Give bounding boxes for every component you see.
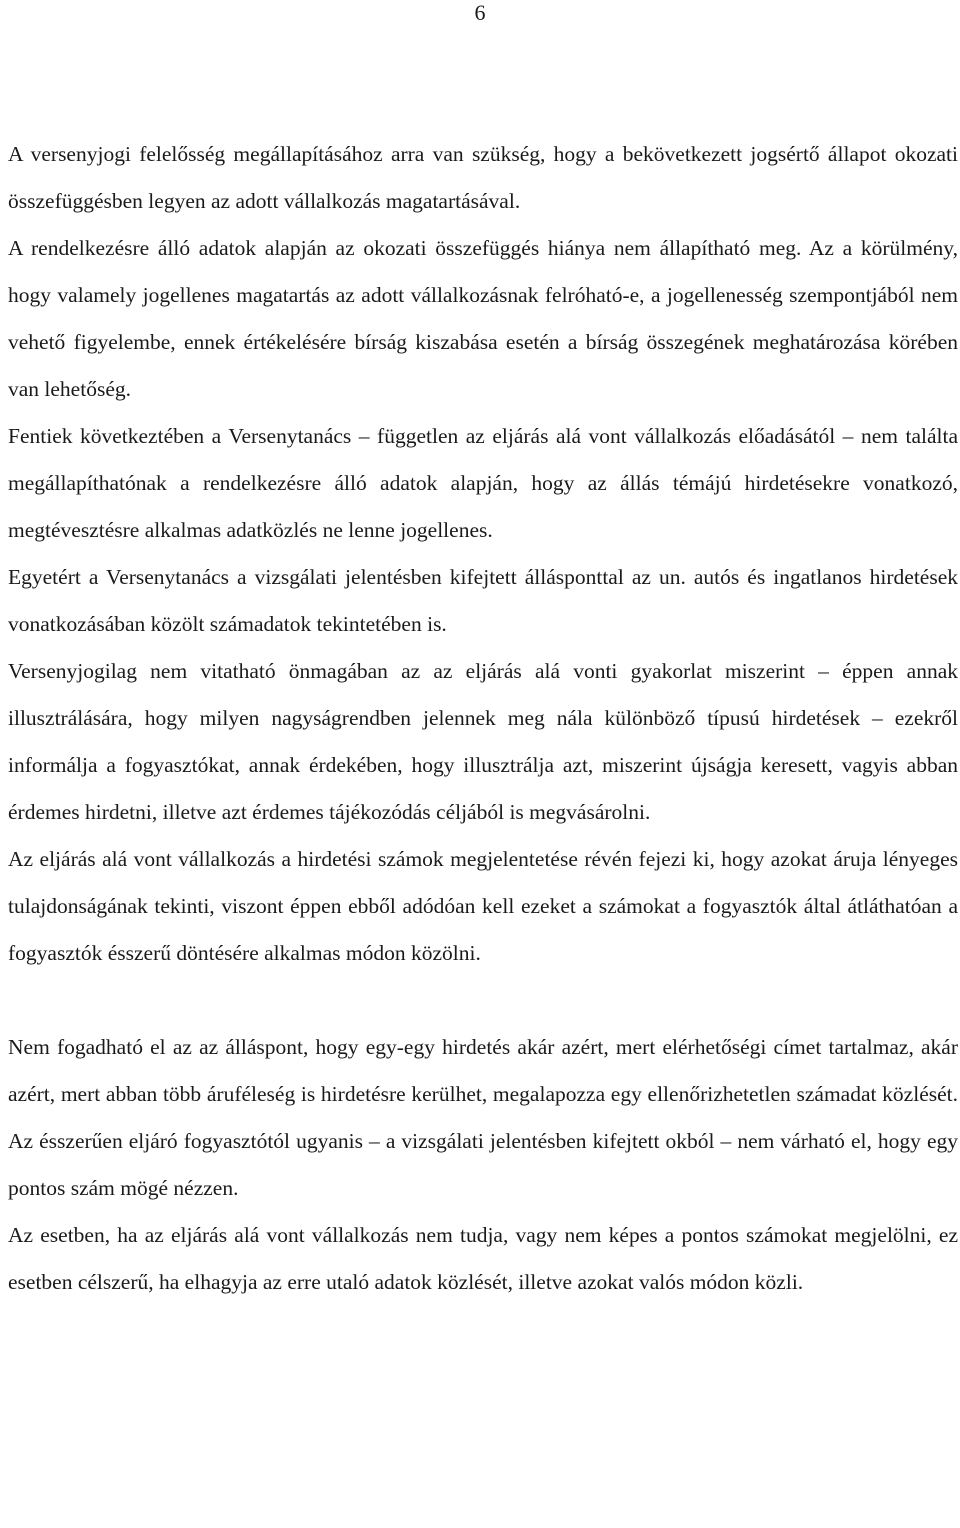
paragraph-recommendation: Az esetben, ha az eljárás alá vont vállalkozás nem tudja, vagy nem képes a pontos számokat megjelölni, ez esetben célszerű, ha elhagyja az erre utaló adatok közlését, illetve azokat valós módon közli. bbox=[8, 1223, 958, 1294]
paragraph-causality: A versenyjogi felelősség megállapításához arra van szükség, hogy a bekövetkezett jogsértő állapot okozati összefüggésben legyen az adott vállalkozás magatartásával. bbox=[8, 142, 958, 213]
paragraph-agreement: Egyetért a Versenytanács a vizsgálati jelentésben kifejtett állásponttal az un. autós és ingatlanos hirdetések vonatkozásában közölt számadatok tekintetében is. bbox=[8, 565, 958, 636]
page-number: 6 bbox=[474, 0, 486, 25]
paragraph-culpability: A rendelkezésre álló adatok alapján az okozati összefüggés hiánya nem állapítható meg. Az a körülmény, hogy valamely jogellenes magatartás az adott vállalkozásnak felróható-e, a jogellenesség szempontjából nem vehető figyelembe, ennek értékelésére bírság kiszabása esetén a bírság összegének meghatározása körében van lehetőség. bbox=[8, 236, 958, 401]
document-body bbox=[8, 131, 958, 1306]
paragraph-rejection: Nem fogadható el az az álláspont, hogy egy-egy hirdetés akár azért, mert elérhetőségi címet tartalmaz, akár azért, mert abban több áruféleség is hirdetésre kerülhet, megalapozza egy ellenőrizhetetlen számadat közlését. Az ésszerűen eljáró fogyasztótól ugyanis – a vizsgálati jelentésben kifejtett okból – nem várható el, hogy egy pontos szám mögé nézzen. bbox=[8, 1035, 958, 1200]
paragraph-practice: Versenyjogilag nem vitatható önmagában az az eljárás alá vonti gyakorlat miszerint – éppen annak illusztrálására, hogy milyen nagyságrendben jelennek meg nála különböző típusú hirdetések – ezekről informálja a fogyasztókat, annak érdekében, hogy illusztrálja azt, miszerint újságja keresett, vagyis abban érdemes hirdetni, illetve azt érdemes tájékozódás céljából is megvásárolni. bbox=[8, 659, 958, 824]
paragraph-gap bbox=[8, 977, 958, 1024]
paragraph-disclosure: Az eljárás alá vont vállalkozás a hirdetési számok megjelentetése révén fejezi ki, hogy azokat áruja lényeges tulajdonságának tekinti, viszont éppen ebből adódóan kell ezeket a számokat a fogyasztók által átláthatóan a fogyasztók ésszerű döntésére alkalmas módon közölni. bbox=[8, 847, 958, 965]
paragraph-conclusion: Fentiek következtében a Versenytanács – független az eljárás alá vont vállalkozás előadásától – nem találta megállapíthatónak a rendelkezésre álló adatok alapján, hogy az állás témájú hirdetésekre vonatkozó, megtévesztésre alkalmas adatközlés ne lenne jogellenes. bbox=[8, 424, 958, 542]
